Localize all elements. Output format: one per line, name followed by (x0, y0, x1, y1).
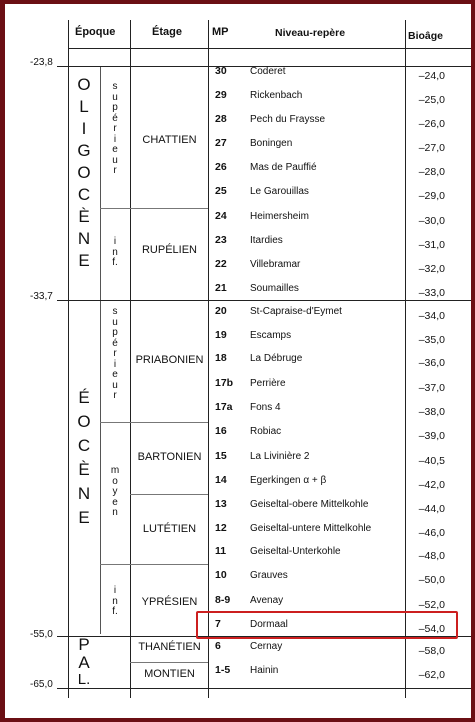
sub-letter: i (113, 358, 117, 370)
bioage-value: –58,0 (418, 645, 445, 657)
sub-letter: u (112, 316, 118, 328)
header-etage: Étage (152, 26, 182, 38)
sub-letter: y (112, 486, 118, 497)
bioage-value: –50,0 (418, 574, 445, 586)
site-name: Coderet (250, 66, 286, 77)
sub-letter: r (113, 348, 117, 359)
sub-letter: u (112, 91, 118, 103)
site-name: Avenay (250, 595, 284, 606)
epoch-letter: A (78, 653, 90, 672)
age-label: -55,0 (30, 629, 53, 640)
epoch-letter: O (77, 163, 91, 182)
bioage-value: –36,0 (418, 357, 445, 369)
bioage-value: –44,0 (418, 503, 445, 515)
epoch-letter: È (78, 207, 90, 226)
epoch-oligocene (75, 74, 93, 272)
epoch-letter: O (77, 412, 91, 431)
etage-montien: MONTIEN (144, 668, 195, 680)
sub-letter: r (113, 390, 117, 401)
epoch-letter: E (78, 251, 90, 270)
etage-rupelien: RUPÉLIEN (141, 244, 198, 256)
epoch-paleocene (75, 636, 93, 688)
bioage-value: –25,0 (418, 94, 445, 106)
age-label: -65,0 (30, 679, 53, 690)
epoch-letter: N (77, 484, 91, 503)
epoch-letter: C (77, 185, 91, 204)
column-divider (208, 20, 209, 698)
sub-letter: n (112, 507, 118, 518)
site-name: La Débruge (250, 353, 303, 364)
mp-number: 11 (215, 545, 227, 557)
mp-number: 15 (215, 450, 227, 462)
etage-lutetien: LUTÉTIEN (142, 523, 197, 535)
epoch-letter: N (77, 229, 91, 248)
epoch-letter: É (78, 388, 90, 407)
site-name: Pech du Fraysse (250, 114, 326, 125)
age-label: -33,7 (30, 291, 53, 302)
mp-number: 28 (215, 113, 227, 125)
bioage-value: –46,0 (418, 527, 445, 539)
bioage-value: –48,0 (418, 550, 445, 562)
site-name: Rickenbach (250, 90, 303, 101)
site-name: Boningen (250, 138, 293, 149)
document-page (5, 4, 471, 718)
sub-letter: s (112, 81, 118, 92)
sub-olig-inferieur (110, 237, 120, 269)
site-name: St-Capraise-d'Eymet (250, 306, 342, 317)
sub-letter: é (112, 337, 118, 349)
mp-number: 26 (215, 161, 227, 173)
sub-letter: p (112, 327, 118, 338)
bioage-value: –24,0 (418, 70, 445, 82)
header-bioage: Bioâge (408, 30, 444, 42)
epoch-eocene (75, 386, 93, 530)
site-name: Itardies (250, 235, 283, 246)
etage-chattien: CHATTIEN (142, 134, 197, 146)
bioage-value: –35,0 (418, 334, 445, 346)
site-name: Fons 4 (250, 402, 281, 413)
etage-ypresien: YPRÉSIEN (141, 596, 198, 608)
sub-letter: o (112, 475, 118, 487)
age-label: -23,8 (30, 57, 53, 68)
site-name: Soumailles (250, 283, 299, 294)
epoch-letter: C (77, 436, 91, 455)
bioage-value: –54,0 (418, 623, 445, 635)
site-name: La Livinière 2 (250, 451, 310, 462)
site-name: Cernay (250, 641, 283, 652)
site-name: Dormaal (250, 619, 288, 630)
mp-number: 17b (215, 377, 234, 389)
mp-number: 30 (215, 65, 227, 77)
bioage-value: –29,0 (418, 190, 445, 202)
epoch-letter: L. (77, 671, 91, 688)
site-name: Le Garouillas (250, 186, 309, 197)
sub-letter: e (112, 369, 118, 380)
sub-letter: f. (112, 606, 118, 617)
sub-letter: é (112, 112, 118, 124)
subcolumn-divider (100, 66, 101, 634)
sub-letter: n (112, 595, 118, 607)
etage-priabonien: PRIABONIEN (135, 354, 204, 366)
sub-letter: r (113, 165, 117, 176)
bioage-value: –40,5 (418, 455, 445, 467)
mp-number: 24 (215, 210, 227, 222)
epoch-letter: P (78, 635, 90, 654)
epoch-letter: G (77, 141, 91, 160)
sub-letter: m (110, 465, 120, 476)
highlight-box (196, 611, 458, 639)
sub-olig-superieur (110, 82, 120, 177)
mp-number: 19 (215, 329, 227, 341)
bioage-value: –32,0 (418, 263, 445, 275)
mp-number: 8-9 (215, 594, 231, 606)
epoch-letter: È (78, 460, 90, 479)
site-name: Geiseltal-obere Mittelkohle (250, 499, 369, 510)
sub-letter: u (112, 379, 118, 391)
sub-eoc-inferieur (110, 586, 120, 618)
sub-letter: i (113, 236, 117, 247)
site-name: Grauves (250, 570, 288, 581)
bioage-value: –62,0 (418, 669, 445, 681)
bioage-value: –34,0 (418, 310, 445, 322)
site-name: Hainin (250, 665, 279, 676)
subdivision-rule (130, 494, 208, 495)
sub-letter: i (113, 133, 117, 145)
sub-letter: n (112, 246, 118, 258)
site-name: Heimersheim (250, 211, 309, 222)
mp-number: 18 (215, 352, 227, 364)
boundary-rule (57, 688, 471, 689)
subdivision-rule (100, 564, 208, 565)
sub-letter: p (112, 102, 118, 113)
bioage-value: –33,0 (418, 287, 445, 299)
etage-bartonien: BARTONIEN (137, 451, 202, 463)
mp-number: 20 (215, 305, 227, 317)
bioage-value: –31,0 (418, 239, 445, 251)
mp-number: 25 (215, 185, 227, 197)
sub-eoc-superieur (110, 307, 120, 402)
bioage-value: –39,0 (418, 430, 445, 442)
site-name: Geiseltal-Unterkohle (250, 546, 341, 557)
header-epoque: Époque (75, 26, 116, 38)
mp-number: 13 (215, 498, 227, 510)
sub-letter: f. (112, 257, 118, 268)
bioage-value: –42,0 (418, 479, 445, 491)
mp-number: 10 (215, 569, 227, 581)
mp-number: 22 (215, 258, 227, 270)
subdivision-rule (100, 208, 208, 209)
boundary-rule (57, 300, 471, 301)
mp-number: 7 (215, 618, 221, 630)
epoch-letter: L (79, 97, 89, 116)
mp-number: 14 (215, 474, 227, 486)
header-rule (68, 48, 471, 49)
sub-eoc-moyen (110, 466, 120, 519)
epoch-letter: O (77, 75, 91, 94)
site-name: Perrière (250, 378, 286, 389)
mp-number: 1-5 (215, 664, 231, 676)
sub-letter: e (112, 144, 118, 155)
etage-thanetien: THANÉTIEN (138, 641, 201, 653)
sub-letter: s (112, 306, 118, 317)
mp-number: 21 (215, 282, 227, 294)
mp-number: 29 (215, 89, 227, 101)
bioage-value: –26,0 (418, 118, 445, 130)
epoch-letter: I (81, 119, 87, 138)
column-divider (68, 20, 69, 698)
site-name: Geiseltal-untere Mittelkohle (250, 523, 372, 534)
bioage-value: –27,0 (418, 142, 445, 154)
site-name: Villebramar (250, 259, 301, 270)
bioage-value: –38,0 (418, 406, 445, 418)
mp-number: 16 (215, 425, 227, 437)
bioage-value: –37,0 (418, 382, 445, 394)
bioage-value: –30,0 (418, 215, 445, 227)
mp-number: 6 (215, 640, 221, 652)
sub-letter: u (112, 154, 118, 166)
epoch-letter: E (78, 508, 90, 527)
sub-letter: r (113, 123, 117, 134)
bioage-value: –52,0 (418, 599, 445, 611)
site-name: Mas de Pauffié (250, 162, 317, 173)
mp-number: 23 (215, 234, 227, 246)
subdivision-rule (100, 422, 208, 423)
mp-number: 27 (215, 137, 227, 149)
subdivision-rule (130, 662, 208, 663)
mp-number: 12 (215, 522, 227, 534)
site-name: Egerkingen α + β (250, 475, 327, 486)
site-name: Escamps (250, 330, 292, 341)
bioage-value: –28,0 (418, 166, 445, 178)
header-niveau: Niveau-repère (275, 27, 346, 39)
header-mp: MP (212, 26, 229, 38)
site-name: Robiac (250, 426, 282, 437)
mp-number: 17a (215, 401, 233, 413)
sub-letter: e (112, 496, 118, 508)
sub-letter: i (113, 585, 117, 596)
